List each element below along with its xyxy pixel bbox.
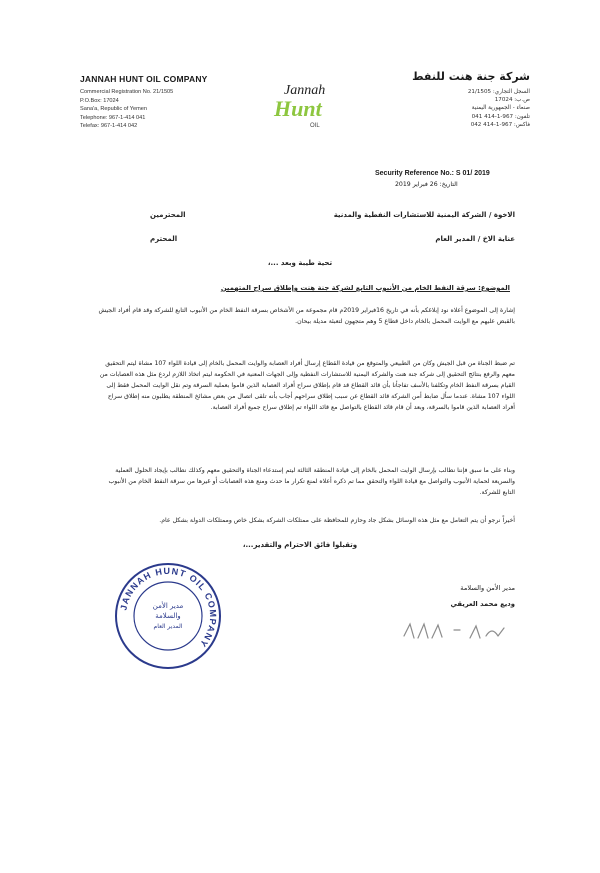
addressee-line-2: عناية الاخ / المدير العام	[435, 235, 515, 243]
company-name-en: JANNAH HUNT OIL COMPANY	[80, 74, 208, 84]
company-detail-line: Commercial Registration No. 21/1505	[80, 89, 174, 95]
stamp-inner-line-2: والسلامة	[155, 612, 181, 620]
closing-line: وتقبلوا فائق الاحترام والتقدير...،	[242, 541, 358, 549]
company-details-ar	[410, 88, 530, 129]
stamp-inner-line-1: مدير الأمن	[152, 602, 184, 610]
company-stamp	[112, 560, 224, 672]
greeting: تحية طيبة وبعد ...،	[267, 259, 333, 267]
subject-line: الموضوع: سرقة النفط الخام من الأنبوب التابع لشركة جنة هنت وإطلاق سراح المتهمين	[220, 284, 510, 292]
addressee-title-1: المحترمين	[150, 211, 186, 219]
addressee-title-2: المحترم	[150, 235, 178, 243]
signatory-title: مدير الأمن والسلامة	[460, 584, 515, 592]
company-detail-line: Sana'a, Republic of Yemen	[80, 106, 147, 113]
company-detail-line: صنعاء - الجمهورية اليمنية	[471, 105, 530, 112]
company-detail-line: تلفون: 967-1-414 041	[471, 113, 530, 120]
body-paragraph-2: تم ضبط الجناة من قبل الجيش وكان من الطبيعي والمتوقع من قيادة القطاع إرسال أفراد العصابة والوايت المحمل بالخام إلى قيادة اللواء 107 مشاة ليتم التحقيق معهم والرفع بنتائج التحقيق إلى شركة جنة هنت والشركة اليمنية للاستشارات النفطية وإلى الجهات المعنية في الحكومة ليتم اتخاذ اللازم لردع مثل هذه العصابات من القيام بسرقة النفط الخام وتكلفنا بالأسف تفاجأنا بأن قائد القطاع قد قام بإطلاق سراح أفراد العصابة الذين قاموا بعملية السرقة وتم نقل الوايت المحمل فقط إلى اللواء 107 مشاة. عندما سأل ضابط أمن الشركة قائد القطاع عن سبب إطلاق سراحهم أجاب بأنه تلقى اتصال من بعض مشائخ المنطقة يطلبون منه إطلاق سراح أفراد العصابة الذين قاموا بالسرقة، وبعد أن قام قائد القطاع بالتواصل مع قائد اللواء تم إطلاق سراح جميع أفراد العصابة.	[99, 360, 515, 411]
body-paragraph-1: إشارة إلى الموضوع أعلاه نود إبلاغكم بأنه في تاريخ 16فبراير 2019م قام مجموعة من الأشخاص بسرقة النفط الخام من الأنبوب التابع للشركة وقد قام أفراد الجيش بالقبض عليهم مع الوايت المحمل بالخام داخل قطاع 5 وهم متجهون لتعبئة مديلة بيحان.	[98, 307, 515, 325]
logo-word-2: Hunt	[274, 96, 322, 121]
stamp-ring-text: JANNAH HUNT OIL COMPANY	[118, 565, 219, 650]
letter-date: التاريخ: 26 فبراير 2019	[395, 181, 458, 188]
company-detail-line: ص.ب: 17024	[494, 97, 530, 104]
body-paragraph-3: وبناء على ما سبق فإننا نطالب بإرسال الوايت المحمل بالخام إلى قيادة المنطقة الثالثة ليتم إستدعاء الجناة والتحقيق معهم وكذلك نطالب بإيجاد الحلول العملية والسريعة لحماية الأنبوب والتواصل مع قيادة اللواء والتحقق مما تم ذكره أعلاه لمنع تكرار ما حدث ومنع هذه العصابات أو غيرها من سرقة النفط الخام من الأنبوب التابع للشركة.	[108, 467, 515, 496]
company-logo	[248, 78, 352, 130]
company-detail-line: Telefax: 967-1-414 042	[80, 123, 138, 130]
company-detail-line: السجل التجاري: 21/1505	[467, 89, 530, 95]
company-detail-line: Telephone: 967-1-414 041	[80, 114, 146, 121]
company-details-en	[80, 88, 173, 131]
stamp-inner-line-3: المدير العام	[153, 623, 183, 630]
body-paragraph-4: أخيراً نرجو أن يتم التعامل مع مثل هذه الوسائل بشكل جاد وحازم للمحافظة على ممتلكات الشركة بشكل خاص وممتلكات الدولة بشكل عام.	[159, 517, 515, 524]
handwritten-signature	[398, 616, 518, 646]
signatory-name: وديع محمد العريقي	[450, 600, 515, 608]
security-reference: Security Reference No.: S 01/ 2019	[375, 170, 490, 177]
company-detail-line: P.O.Box: 17024	[80, 97, 119, 104]
logo-word-1: Jannah	[284, 83, 326, 98]
company-name-ar: شركة جنة هنت للنفط	[412, 70, 530, 83]
company-detail-line: فاكس: 967-1-414 042	[470, 121, 530, 128]
addressee-line-1: الاخوة / الشركة اليمنية للاستشارات النفطية والمدنية	[333, 211, 515, 219]
logo-sub: OIL	[310, 123, 320, 129]
